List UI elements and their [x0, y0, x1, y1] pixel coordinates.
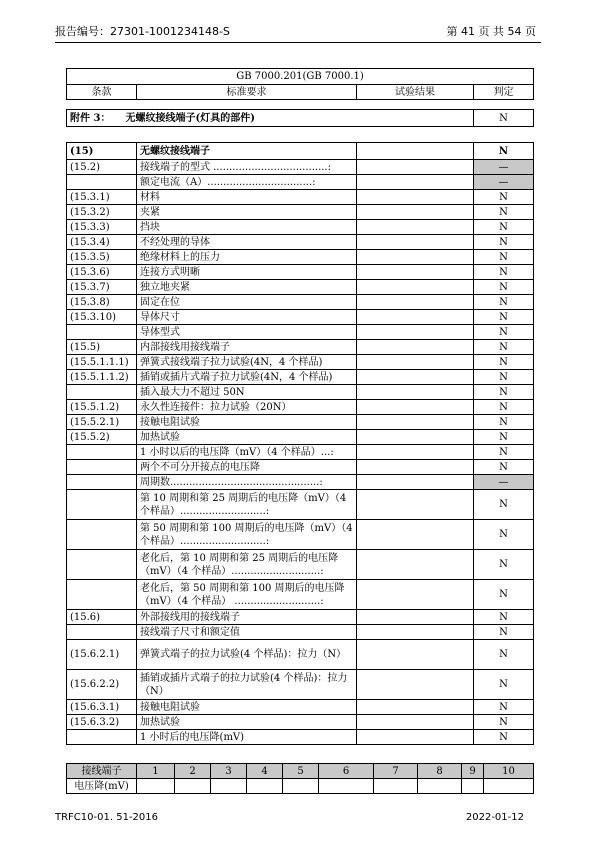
col-result: 试验结果 [357, 85, 474, 100]
table-row [67, 460, 534, 475]
row-verdict: N [474, 610, 534, 625]
row-requirement: 内部接线用接线端子 [137, 340, 357, 355]
row-requirement: 夹紧 [137, 205, 357, 220]
row-clause: (15.5.2.1) [67, 415, 137, 430]
voltage-drop-cell [137, 779, 175, 794]
table-row [67, 385, 534, 400]
annex-title: 无螺纹接线端子(灯具的部件) [125, 112, 255, 124]
row-requirement: 插销或插片式端子拉力试验(4N，4 个样品) [137, 370, 357, 385]
table-row [67, 235, 534, 250]
row-clause [67, 175, 137, 190]
row-result [357, 385, 474, 400]
row-clause: (15.3.10) [67, 310, 137, 325]
row-result [357, 355, 474, 370]
row-requirement: 固定在位 [137, 295, 357, 310]
col-verdict: 判定 [474, 85, 534, 100]
row-requirement: 加热试验 [137, 430, 357, 445]
table-row [67, 370, 534, 385]
table-row [67, 310, 534, 325]
voltage-drop-cell [374, 779, 418, 794]
row-verdict: N [474, 280, 534, 295]
row-clause: (15.3.7) [67, 280, 137, 295]
table-row [67, 190, 534, 205]
row-requirement: 材料 [137, 190, 357, 205]
row-requirement: 1 小时后的电压降(mV) [137, 730, 357, 745]
row-verdict: N [474, 550, 534, 580]
terminal-number: 5 [283, 764, 319, 779]
row-clause: (15.5) [67, 340, 137, 355]
report-number: 报告编号：27301-1001234148-S [55, 25, 230, 38]
row-verdict: N [474, 715, 534, 730]
table-row [67, 400, 534, 415]
row-verdict: N [474, 730, 534, 745]
row-verdict: N [474, 220, 534, 235]
table-row [67, 175, 534, 190]
row-verdict: N [474, 400, 534, 415]
row-result [357, 265, 474, 280]
row-result [357, 415, 474, 430]
row-verdict: N [474, 580, 534, 610]
voltage-drop-cell [175, 779, 211, 794]
row-clause: (15.5.1.2) [67, 400, 137, 415]
row-result [357, 580, 474, 610]
standard-title: GB 7000.201(GB 7000.1) [67, 69, 534, 85]
annex-verdict: N [474, 110, 534, 127]
row-result [357, 175, 474, 190]
row-requirement: 导体型式 [137, 325, 357, 340]
col-clause: 条款 [67, 85, 137, 100]
table-row [67, 730, 534, 745]
row-result [357, 550, 474, 580]
row-result [357, 160, 474, 175]
row-requirement: 1 小时以后的电压降（mV）（4 个样品）...: [137, 445, 357, 460]
row-requirement: 弹簧式端子的拉力试验(4 个样品)：拉力（N） [137, 640, 357, 670]
row-requirement: 第 10 周期和第 25 周期后的电压降（mV）（4 个样品）...........................: [137, 490, 357, 520]
row-clause: (15.5.1.1.2) [67, 370, 137, 385]
row-requirement: 导体尺寸 [137, 310, 357, 325]
voltage-drop-cell [319, 779, 374, 794]
voltage-drop-cell [462, 779, 484, 794]
row-clause: (15.3.4) [67, 235, 137, 250]
row-requirement: 加热试验 [137, 715, 357, 730]
voltage-drop-label: 电压降(mV) [67, 779, 137, 794]
row-requirement: 弹簧式接线端子拉力试验(4N，4 个样品) [137, 355, 357, 370]
row-verdict: N [474, 490, 534, 520]
table-row [67, 143, 534, 160]
row-clause [67, 385, 137, 400]
row-result [357, 730, 474, 745]
row-result [357, 490, 474, 520]
table-row [67, 445, 534, 460]
row-clause [67, 460, 137, 475]
row-requirement: 周期数...............................................: [137, 475, 357, 490]
voltage-drop-cell [211, 779, 247, 794]
terminal-number: 10 [484, 764, 534, 779]
row-result [357, 295, 474, 310]
row-verdict: N [474, 265, 534, 280]
table-row [67, 340, 534, 355]
row-clause: (15.3.3) [67, 220, 137, 235]
row-clause [67, 445, 137, 460]
terminal-number: 7 [374, 764, 418, 779]
table-row [67, 265, 534, 280]
row-requirement: 两个不可分开接点的电压降 [137, 460, 357, 475]
row-requirement: 永久性连接件：拉力试验（20N） [137, 400, 357, 415]
row-clause [67, 730, 137, 745]
row-requirement: 连接方式明晰 [137, 265, 357, 280]
row-verdict: N [474, 625, 534, 640]
terminal-number: 4 [247, 764, 283, 779]
row-requirement: 插入最大力不超过 50N [137, 385, 357, 400]
row-verdict: N [474, 670, 534, 700]
row-clause: (15.3.2) [67, 205, 137, 220]
table-row [67, 160, 534, 175]
row-result [357, 400, 474, 415]
row-clause [67, 475, 137, 490]
terminal-number: 9 [462, 764, 484, 779]
row-clause: (15.6.3.1) [67, 700, 137, 715]
row-requirement: 不经处理的导体 [137, 235, 357, 250]
row-clause: (15.2) [67, 160, 137, 175]
row-verdict: N [474, 520, 534, 550]
row-clause: (15.3.5) [67, 250, 137, 265]
row-result [357, 610, 474, 625]
row-result [357, 205, 474, 220]
row-clause [67, 520, 137, 550]
row-result [357, 625, 474, 640]
row-verdict: N [474, 340, 534, 355]
row-result [357, 370, 474, 385]
row-clause [67, 325, 137, 340]
voltage-drop-cell [283, 779, 319, 794]
voltage-drop-cell [418, 779, 462, 794]
terminal-number: 1 [137, 764, 175, 779]
row-result [357, 700, 474, 715]
row-verdict: N [474, 640, 534, 670]
row-requirement: 无螺纹接线端子 [137, 143, 357, 160]
row-clause: (15.3.6) [67, 265, 137, 280]
table-row [67, 250, 534, 265]
page-indicator: 第 41 页 共 54 页 [446, 25, 536, 38]
row-clause: (15) [67, 143, 137, 160]
table-row [67, 220, 534, 235]
row-clause: (15.3.1) [67, 190, 137, 205]
table-row [67, 700, 534, 715]
row-verdict: — [474, 160, 534, 175]
row-requirement: 第 50 周期和第 100 周期后的电压降（mV）（4 个样品）...........................: [137, 520, 357, 550]
row-verdict: N [474, 295, 534, 310]
row-clause: (15.6.2.2) [67, 670, 137, 700]
row-verdict: N [474, 445, 534, 460]
table-row [67, 415, 534, 430]
annex-row [67, 110, 534, 127]
voltage-drop-cell [247, 779, 283, 794]
row-requirement: 老化后，第 50 周期和第 100 周期后的电压降（mV）（4 个样品） ...........................: [137, 580, 357, 610]
row-verdict: N [474, 250, 534, 265]
terminal-number: 8 [418, 764, 462, 779]
row-requirement: 挡块 [137, 220, 357, 235]
voltage-drop-cell [484, 779, 534, 794]
table-row [67, 430, 534, 445]
row-clause: (15.6.2.1) [67, 640, 137, 670]
row-verdict: N [474, 310, 534, 325]
table-row [67, 625, 534, 640]
row-result [357, 430, 474, 445]
row-verdict: N [474, 700, 534, 715]
row-requirement: 接触电阻试验 [137, 415, 357, 430]
row-verdict: N [474, 190, 534, 205]
row-result [357, 220, 474, 235]
row-verdict: N [474, 460, 534, 475]
row-verdict: N [474, 415, 534, 430]
row-result [357, 310, 474, 325]
row-requirement: 接线端子尺寸和额定值 [137, 625, 357, 640]
clause-table [66, 142, 534, 745]
row-result [357, 325, 474, 340]
annex-label: 附件 3： [70, 112, 111, 124]
header-divider [55, 42, 541, 43]
row-requirement: 绝缘材料上的压力 [137, 250, 357, 265]
row-result [357, 235, 474, 250]
row-result [357, 670, 474, 700]
row-clause: (15.5.1.1.1) [67, 355, 137, 370]
row-result [357, 250, 474, 265]
table-row [67, 580, 534, 610]
row-requirement: 外部接线用的接线端子 [137, 610, 357, 625]
row-clause [67, 490, 137, 520]
terminal-number: 2 [175, 764, 211, 779]
row-result [357, 475, 474, 490]
standard-header-table [66, 68, 534, 127]
table-row [67, 640, 534, 670]
row-requirement: 插销或插片式端子的拉力试验(4 个样品)：拉力（N） [137, 670, 357, 700]
terminal-label: 接线端子 [67, 764, 137, 779]
row-result [357, 190, 474, 205]
row-clause: (15.6.3.2) [67, 715, 137, 730]
row-result [357, 640, 474, 670]
row-clause: (15.6) [67, 610, 137, 625]
row-result [357, 520, 474, 550]
table-row [67, 355, 534, 370]
table-row [67, 205, 534, 220]
row-verdict: N [474, 143, 534, 160]
table-row [67, 280, 534, 295]
terminal-voltage-table [66, 763, 534, 794]
form-number: TRFC10-01. 51-2016 [55, 812, 158, 823]
row-result [357, 445, 474, 460]
table-row [67, 670, 534, 700]
table-row [67, 490, 534, 520]
row-verdict: N [474, 235, 534, 250]
table-row [67, 295, 534, 310]
row-requirement: 独立地夹紧 [137, 280, 357, 295]
row-verdict: N [474, 205, 534, 220]
col-requirement: 标准要求 [137, 85, 357, 100]
row-clause [67, 580, 137, 610]
row-result [357, 340, 474, 355]
table-row [67, 325, 534, 340]
row-verdict: — [474, 175, 534, 190]
row-verdict: N [474, 385, 534, 400]
row-clause: (15.5.2) [67, 430, 137, 445]
row-clause [67, 625, 137, 640]
row-verdict: N [474, 355, 534, 370]
row-requirement: 接线端子的型式 ....................................: [137, 160, 357, 175]
row-requirement: 额定电流（A）.................................: [137, 175, 357, 190]
row-clause: (15.3.8) [67, 295, 137, 310]
row-result [357, 460, 474, 475]
row-result [357, 280, 474, 295]
table-row [67, 550, 534, 580]
row-requirement: 老化后，第 10 周期和第 25 周期后的电压降（mV）（4 个样品）............................: [137, 550, 357, 580]
table-row [67, 520, 534, 550]
footer-date: 2022-01-12 [465, 812, 524, 823]
row-requirement: 接触电阻试验 [137, 700, 357, 715]
row-verdict: N [474, 430, 534, 445]
table-row [67, 715, 534, 730]
row-result [357, 143, 474, 160]
table-row [67, 610, 534, 625]
row-verdict: — [474, 475, 534, 490]
terminal-number: 3 [211, 764, 247, 779]
row-clause [67, 550, 137, 580]
row-verdict: N [474, 370, 534, 385]
row-verdict: N [474, 325, 534, 340]
terminal-number: 6 [319, 764, 374, 779]
table-row [67, 475, 534, 490]
row-result [357, 715, 474, 730]
